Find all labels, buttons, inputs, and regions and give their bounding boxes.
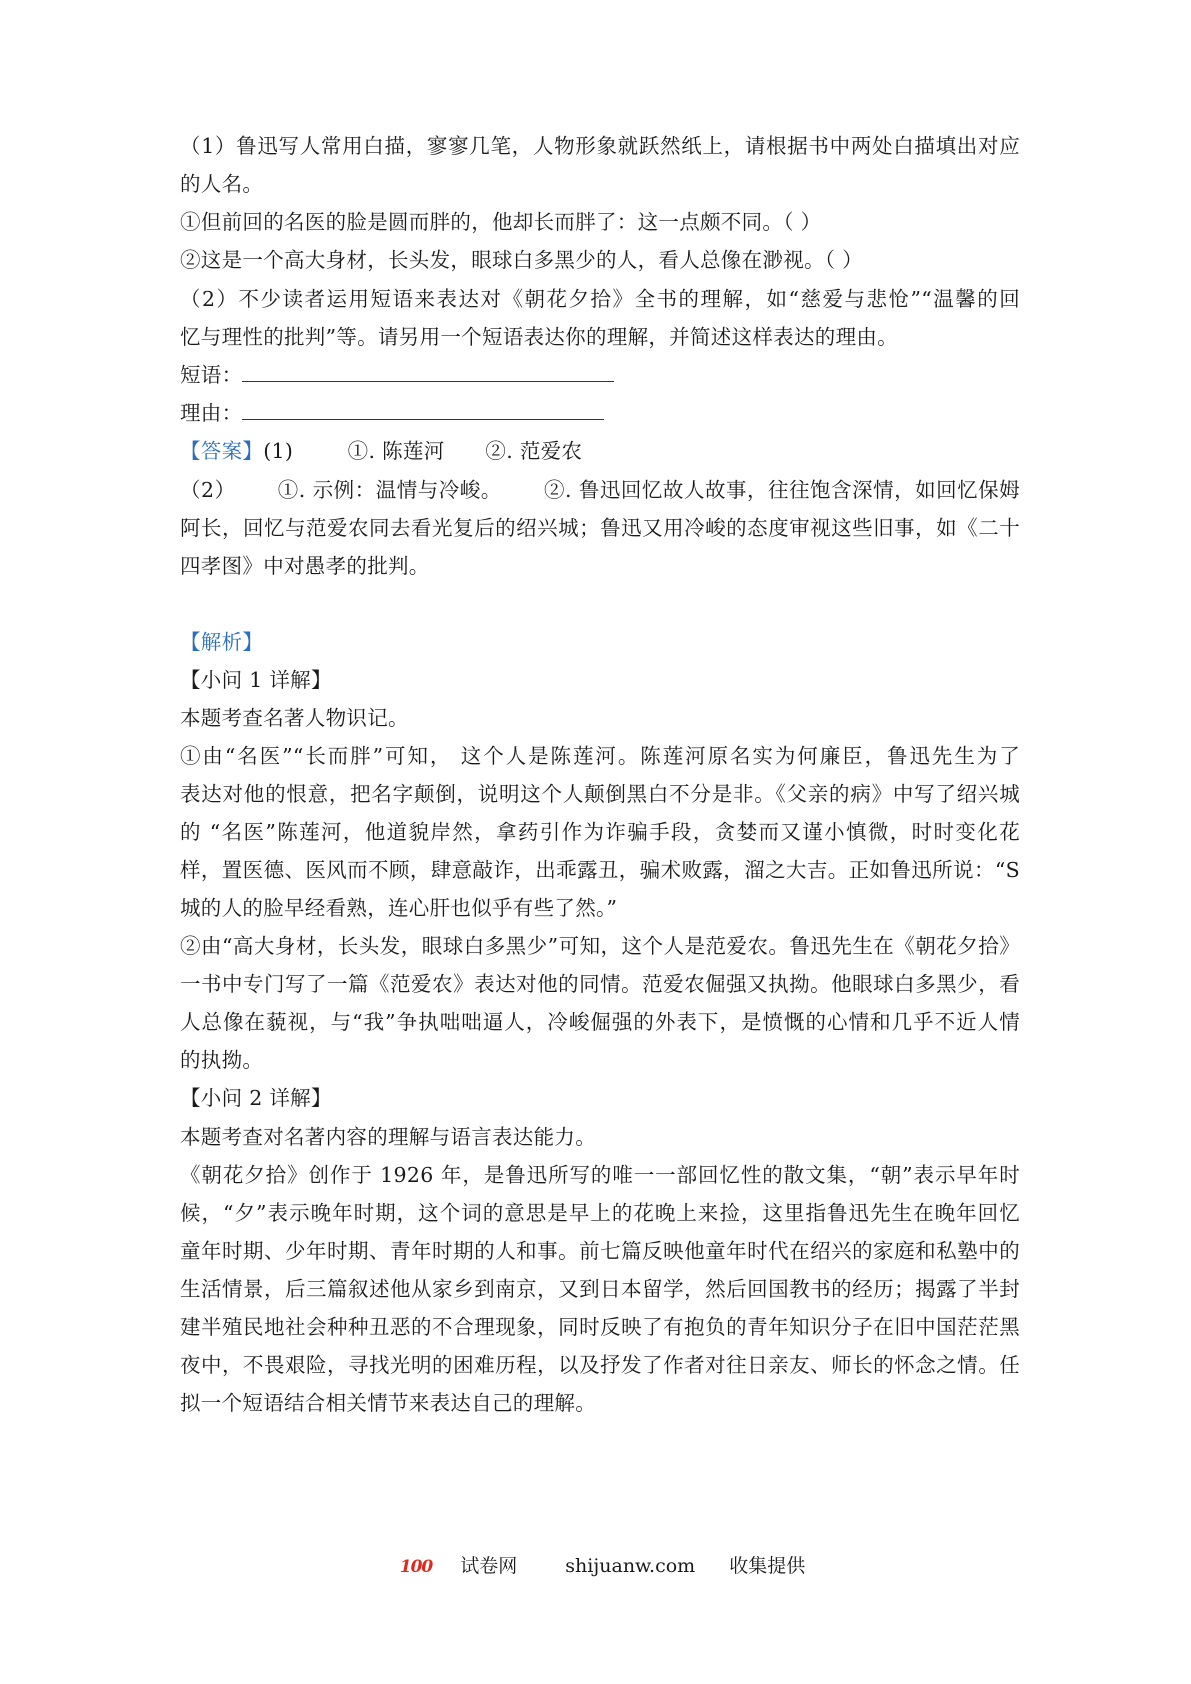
sub2-line: 拟一个短语结合相关情节来表达自己的理解。 [180,1391,596,1415]
sub1-line: 的 “名医”陈莲河，他道貌岸然，拿药引作为诈骗手段，贪婪而又谨小慎微，时时变化花 [180,820,1020,844]
sub2-line: 本题考查对名著内容的理解与语言表达能力。 [180,1125,596,1149]
sub1-line: 一书中专门写了一篇《范爱农》表达对他的同情。范爱农倔强又执拗。他眼球白多黑少，看 [180,972,1020,996]
answer-line-1 [180,437,1020,465]
sub1-line: 人总像在藐视，与“我”争执咄咄逼人，冷峻倔强的外表下，是愤慨的心情和几乎不近人情 [180,1010,1020,1034]
answer-line-4: 四孝图》中对愚孝的批判。 [180,554,430,578]
phrase-answer-line [180,361,1020,389]
sub1-line: 的执拗。 [180,1048,264,1072]
logo-number: 100 [399,1557,433,1577]
reason-blank [242,401,604,420]
footer-site-link[interactable]: shijuanw.com [565,1555,696,1577]
footer-credit: 收集提供 [729,1555,806,1577]
sub1-line: 样，置医德、医风而不顾，肆意敲诈，出乖露丑，骗术败露，溜之大吉。正如鲁迅所说：“S [180,858,1020,882]
question-1-item-2: ②这是一个高大身材，长头发，眼球白多黑少的人，看人总像在渺视。（ ） [180,248,863,272]
answer-part-1: (1) ①. 陈莲河 ②. 范爱农 [263,439,583,463]
answer-line-2: （2） ①. 示例：温情与冷峻。 ②. 鲁迅回忆故人故事，往往饱含深情，如回忆保姆 [180,478,1020,502]
sub1-line: 表达对他的恨意，把名字颠倒，说明这个人颠倒黑白不分是非。《父亲的病》中写了绍兴城 [180,782,1020,806]
sub-question-2-title: 【小问 2 详解】 [180,1086,332,1110]
sub2-line: 童年时期、少年时期、青年时期的人和事。前七篇反映他童年时代在绍兴的家庭和私塾中的 [180,1239,1020,1263]
reason-label: 理由： [180,401,243,425]
phrase-label: 短语： [180,363,243,387]
sub2-line: 夜中，不畏艰险，寻找光明的困难历程，以及抒发了作者对往日亲友、师长的怀念之情。任 [180,1353,1020,1377]
answer-line-3: 阿长，回忆与范爱农同去看光复后的绍兴城；鲁迅又用冷峻的态度审视这些旧事，如《二十 [180,516,1020,540]
question-1-item-1: ①但前回的名医的脸是圆而胖的，他却长而胖了：这一点颇不同。（ ） [180,210,822,234]
footer-logo[interactable] [386,1555,532,1577]
reason-answer-line [180,399,1020,427]
question-2-line-2: 忆与理性的批判”等。请另用一个短语表达你的理解，并简述这样表达的理由。 [180,325,898,349]
sub2-line: 候，“夕”表示晚年时期，这个词的意思是早上的花晚上来捡，这里指鲁迅先生在晚年回忆 [180,1201,1020,1225]
answer-tag: 【答案】 [180,439,264,463]
sub1-line: ②由“高大身材，长头发，眼球白多黑少”可知，这个人是范爱农。鲁迅先生在《朝花夕拾》 [180,934,1020,958]
sub2-line: 建半殖民地社会种种丑恶的不合理现象，同时反映了有抱负的青年知识分子在旧中国茫茫黑 [180,1315,1020,1339]
question-1-line-1: （1）鲁迅写人常用白描，寥寥几笔，人物形象就跃然纸上，请根据书中两处白描填出对应 [180,134,1020,158]
page-footer [0,1552,1191,1581]
sub1-line: 本题考查名著人物识记。 [180,706,409,730]
sub2-line: 《朝花夕拾》创作于 1926 年，是鲁迅所写的唯一一部回忆性的散文集，“朝”表示早年时 [180,1163,1020,1187]
sub-question-1-title: 【小问 1 详解】 [180,668,332,692]
sub1-line: 城的人的脸早经看熟，连心肝也似乎有些了然。” [180,896,618,920]
logo-text: 试卷网 [460,1555,518,1577]
phrase-blank [242,363,614,382]
analysis-tag: 【解析】 [180,630,264,654]
question-2-line-1: （2）不少读者运用短语来表达对《朝花夕拾》全书的理解，如“慈爱与悲怆”“温馨的回 [180,287,1020,311]
sub2-line: 生活情景，后三篇叙述他从家乡到南京，又到日本留学，然后回国教书的经历；揭露了半封 [180,1277,1020,1301]
sub1-line: ①由“名医”“长而胖”可知， 这个人是陈莲河。陈莲河原名实为何廉臣，鲁迅先生为了 [180,744,1020,768]
question-1-line-2: 的人名。 [180,172,264,196]
